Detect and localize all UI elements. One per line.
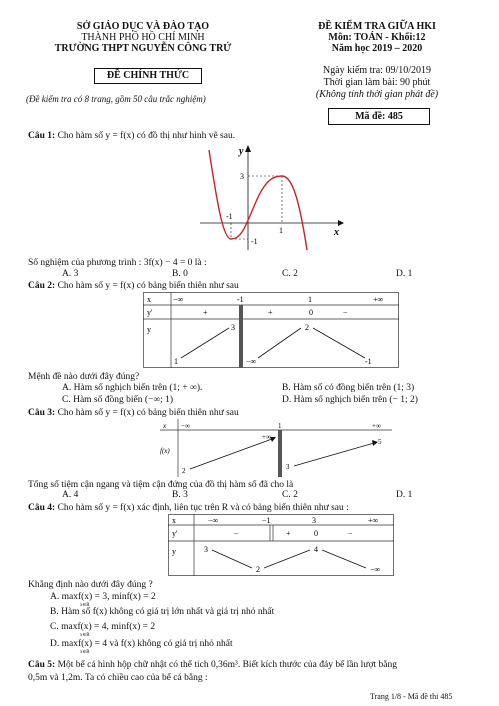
q1-option-a[interactable]: A. 3 [62, 269, 79, 279]
row-x-label: x [163, 422, 167, 430]
y-value-1: 1 [174, 357, 178, 366]
q3-option-d[interactable]: D. 1 [396, 490, 413, 500]
header-school: TRƯỜNG THPT NGUYỄN CÔNG TRỨ [54, 43, 232, 54]
exam-date: Ngày kiểm tra: 09/10/2019 [322, 65, 432, 76]
question-text: Cho hàm số y = f(x) có bảng biến thiên như sau [57, 281, 239, 291]
question-text: Cho hàm số y = f(x) xác định, liên tục trên R và có bảng biến thiên như sau : [57, 503, 349, 513]
time-note: (Không tính thời gian phát đề) [315, 89, 439, 100]
f-value-3: 3 [286, 463, 290, 471]
question-label: Câu 2: [28, 281, 56, 291]
variation-table-q2 [143, 292, 399, 368]
row-f-label: f(x) [160, 447, 170, 455]
x-value-1: −∞ [173, 295, 184, 304]
q3-stem: Tổng số tiệm cận ngang và tiệm cận đứng của đồ thị hàm số đã cho là [28, 480, 294, 490]
q4-option-d[interactable] [50, 639, 233, 655]
question-text: Cho hàm số y = f(x) có bảng biến thiên như sau [57, 408, 239, 418]
y-value-2: 2 [305, 323, 309, 332]
subscript: x∈R [80, 650, 90, 655]
q2-stem: Mệnh đề nào dưới đây đúng? [28, 372, 140, 382]
arrow-up-2 [294, 443, 374, 466]
y-value-neg1: -1 [365, 357, 372, 366]
sign-1: + [203, 308, 208, 317]
arrow-up-2 [258, 328, 301, 358]
question-5-cont: 0,5m và 1,2m. Ta có chiều cao của bể cá bằng : [28, 673, 208, 683]
question-1 [28, 130, 478, 142]
q2-option-c[interactable]: C. Hàm số đồng biến (−∞; 1) [62, 395, 174, 405]
question-5 [28, 659, 488, 671]
q4-stem: Khẳng định nào dưới đây đúng ? [28, 580, 153, 590]
x-value-3: 1 [308, 295, 312, 304]
q2-option-b[interactable]: B. Hàm số có đồng biến trên (1; 3) [282, 383, 415, 393]
arrow-up-1 [264, 550, 310, 568]
exam-code-box: Mã đề: 485 [328, 108, 430, 125]
x-axis-arrow-icon [338, 220, 344, 226]
x-value-4: +∞ [368, 516, 379, 525]
q1-stem: Số nghiệm của phương trình : 3f(x) − 4 = 0 là : [28, 258, 207, 268]
q3-option-c[interactable]: C. 2 [282, 490, 298, 500]
exam-time: Thời gian làm bài: 90 phút [323, 77, 431, 88]
sign-3: − [348, 529, 353, 538]
question-label: Câu 5: [28, 660, 56, 670]
arrow-down-1 [313, 328, 365, 358]
question-3 [28, 407, 478, 419]
function-graph [195, 142, 345, 254]
q4-option-a-text: A. maxf(x) = 3, minf(x) = 2 [50, 592, 156, 602]
x-axis-label: x [334, 227, 339, 238]
subject: Môn: TOÁN - Khối:12 [328, 32, 426, 43]
page-footer: Trang 1/8 - Mã đề thi 485 [370, 692, 453, 701]
y-axis-arrow-icon [245, 145, 251, 152]
row-yp-label: y' [172, 529, 178, 538]
q4-option-b[interactable]: B. Hàm số f(x) không có giá trị lớn nhất và giá trị nhỏ nhất [50, 607, 275, 617]
question-2 [28, 280, 478, 292]
arrow-down-1 [212, 550, 252, 568]
header-city: THÀNH PHỐ HỒ CHÍ MINH [81, 32, 205, 43]
arrow-down-2 [322, 550, 366, 568]
x-value-1: −∞ [181, 422, 190, 430]
x-value-2: 1 [278, 422, 282, 430]
q3-option-a[interactable]: A. 4 [62, 490, 79, 500]
x-value-2: −1 [262, 516, 271, 525]
school-year: Năm học 2019 – 2020 [331, 43, 423, 54]
tick-y3: 3 [240, 172, 244, 181]
question-label: Câu 1: [28, 131, 56, 141]
exam-title: ĐỀ KIỂM TRA GIỮA HKI [318, 21, 436, 32]
subscript: x∈R [80, 633, 90, 638]
tick-ym1: -1 [251, 237, 258, 246]
q4-option-c-text: C. maxf(x) = 4, minf(x) = 2 [50, 622, 156, 632]
row-y-label: y [147, 325, 151, 334]
f-value-2: 2 [182, 467, 186, 475]
sign-zero: 0 [309, 308, 313, 317]
pages-note: (Đề kiểm tra có 8 trang, gồm 50 câu trắc nghiệm) [26, 94, 206, 104]
x-value-1: −∞ [208, 516, 219, 525]
question-4 [28, 502, 488, 514]
variation-table-q4 [168, 514, 394, 576]
y-axis-label: y [239, 146, 244, 157]
official-exam-box: ĐỀ CHÍNH THỨC [94, 68, 202, 84]
sign-2: + [268, 308, 273, 317]
row-y-label: y [172, 547, 176, 556]
y-value-neg-inf: −∞ [370, 565, 381, 574]
q1-option-b[interactable]: B. 0 [172, 269, 188, 279]
function-curve [209, 150, 307, 250]
q3-option-b[interactable]: B. 3 [172, 490, 188, 500]
q2-option-d[interactable]: D. Hàm số nghịch biến trên (− 1; 2) [282, 395, 418, 405]
row-yp-label: y' [147, 308, 153, 317]
header-department: SỞ GIÁO DỤC VÀ ĐÀO TẠO [76, 21, 210, 32]
question-text: Cho hàm số y = f(x) có đồ thị như hình vẽ sau. [57, 131, 236, 141]
y-value-neg-inf: −∞ [246, 357, 257, 366]
variation-table-q3 [160, 419, 392, 477]
q4-option-a[interactable] [50, 592, 156, 608]
x-value-4: +∞ [373, 295, 384, 304]
y-value-3: 3 [204, 545, 208, 554]
q1-option-d[interactable]: D. 1 [396, 269, 413, 279]
q1-option-c[interactable]: C. 2 [282, 269, 298, 279]
x-value-3: 3 [312, 516, 316, 525]
question-label: Câu 3: [28, 408, 56, 418]
q2-option-a[interactable]: A. Hàm số nghịch biến trên (1; + ∞). [62, 383, 203, 393]
x-value-2: -1 [237, 295, 244, 304]
subscript: x∈R [80, 603, 90, 608]
sign-1: − [234, 529, 239, 538]
y-value-4: 4 [314, 545, 318, 554]
x-value-3: +∞ [372, 422, 381, 430]
tick-x1: 1 [279, 226, 283, 235]
sign-zero: 0 [314, 529, 318, 538]
sign-2: + [286, 529, 291, 538]
q4-option-c[interactable] [50, 622, 156, 638]
question-label: Câu 4: [28, 503, 56, 513]
y-value-2: 2 [256, 565, 260, 574]
row-x-label: x [172, 516, 176, 525]
y-value-3: 3 [231, 323, 235, 332]
arrow-up-1 [181, 328, 229, 358]
f-value-5: 5 [378, 438, 382, 446]
q4-option-d-text: D. maxf(x) = 4 và f(x) không có giá trị nhỏ nhất [50, 639, 233, 649]
sign-3: − [343, 308, 348, 317]
f-value-pos-inf: +∞ [262, 433, 271, 441]
row-x-label: x [147, 295, 151, 304]
tick-xm1: -1 [226, 212, 233, 221]
question-text: Một bể cá hình hộp chữ nhật có thể tích 0,36m³. Biết kích thước của đáy bể lần lượt bằng [57, 660, 397, 670]
arrow-up-1 [190, 439, 272, 469]
